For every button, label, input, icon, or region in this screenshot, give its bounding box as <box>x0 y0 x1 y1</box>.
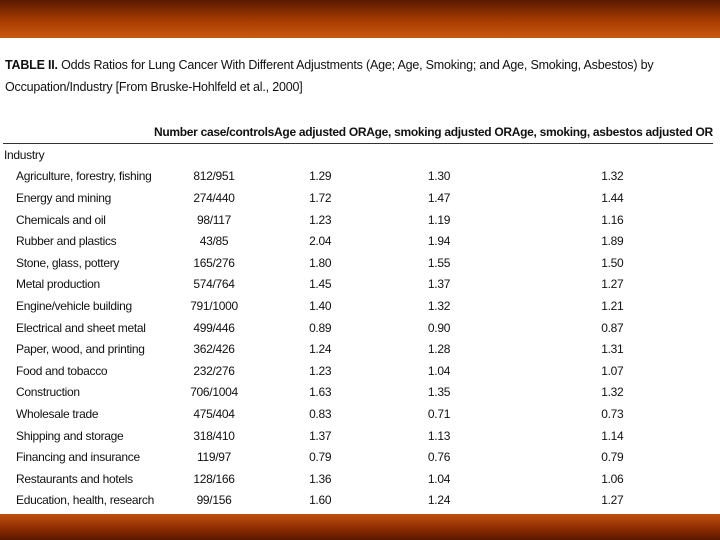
industry-cell: Paper, wood, and printing <box>16 342 145 357</box>
age-smoking-or-cell: 0.76 <box>427 450 451 465</box>
table-row <box>3 425 713 447</box>
age-smoking-asbestos-or-cell: 1.16 <box>601 212 624 227</box>
industry-cell: Stone, glass, pottery <box>16 255 120 270</box>
table-row <box>3 209 713 231</box>
table-row <box>3 252 713 274</box>
age-or-cell: 0.79 <box>309 450 332 465</box>
table-caption <box>5 54 715 98</box>
header-cases: Number case/controls <box>154 120 274 144</box>
industry-cell: Engine/vehicle building <box>16 298 132 313</box>
caption-label: TABLE II. <box>5 58 58 72</box>
table-row <box>3 274 713 296</box>
table-header-row <box>3 120 713 144</box>
age-smoking-asbestos-or-cell: 0.87 <box>601 320 624 335</box>
age-or-cell: 1.45 <box>309 277 332 292</box>
table-row <box>3 166 713 188</box>
age-smoking-asbestos-or-cell: 1.27 <box>601 277 624 292</box>
industry-cell: Energy and mining <box>16 190 111 205</box>
age-or-cell: 1.60 <box>309 493 332 508</box>
industry-cell: Shipping and storage <box>16 428 124 443</box>
age-or-cell: 1.24 <box>309 342 332 357</box>
age-smoking-or-cell: 1.28 <box>427 342 451 357</box>
age-smoking-or-cell: 1.37 <box>427 277 451 292</box>
cases-cell: 274/440 <box>193 190 235 205</box>
cases-cell: 499/446 <box>193 320 235 335</box>
table-row <box>3 338 713 360</box>
table-row <box>3 490 713 512</box>
age-or-cell: 1.72 <box>309 190 332 205</box>
age-smoking-or-cell: 1.04 <box>427 363 451 378</box>
age-smoking-asbestos-or-cell: 1.32 <box>601 385 624 400</box>
age-or-cell: 1.23 <box>309 212 332 227</box>
cases-cell: 574/764 <box>193 277 235 292</box>
age-smoking-asbestos-or-cell: 1.50 <box>601 255 624 270</box>
header-industry <box>3 120 154 144</box>
age-smoking-asbestos-or-cell: 1.32 <box>601 169 624 184</box>
cases-cell: 318/410 <box>193 428 235 443</box>
cases-cell: 475/404 <box>193 406 235 421</box>
age-smoking-or-cell: 1.24 <box>427 493 451 508</box>
age-smoking-asbestos-or-cell: 1.27 <box>601 493 624 508</box>
age-or-cell: 1.29 <box>309 169 332 184</box>
industry-cell: Electrical and sheet metal <box>16 320 146 335</box>
age-or-cell: 1.63 <box>309 385 332 400</box>
cases-cell: 706/1004 <box>190 385 238 400</box>
caption-text: Odds Ratios for Lung Cancer With Different Adjustments (Age; Age, Smoking; and Age, Smoking, Asbestos) by Occupation/Industry [From Bruske-Hohlfeld et al., 2000] <box>5 58 654 94</box>
cases-cell: 165/276 <box>193 255 235 270</box>
table-row <box>3 230 713 252</box>
table-row <box>3 468 713 490</box>
odds-ratio-table <box>3 120 713 511</box>
header-age-smoking-or: Age, smoking adjusted OR <box>366 120 512 144</box>
cases-cell: 119/97 <box>197 450 232 465</box>
industry-cell: Restaurants and hotels <box>16 471 133 486</box>
group-label: Industry <box>4 147 45 162</box>
age-smoking-asbestos-or-cell: 0.79 <box>601 450 624 465</box>
age-or-cell: 1.36 <box>309 471 332 486</box>
age-smoking-asbestos-or-cell: 0.73 <box>601 406 624 421</box>
cases-cell: 98/117 <box>197 212 232 227</box>
age-smoking-asbestos-or-cell: 1.07 <box>601 363 624 378</box>
table-row <box>3 360 713 382</box>
cases-cell: 99/156 <box>196 493 232 508</box>
age-smoking-asbestos-or-cell: 1.89 <box>601 234 624 249</box>
age-smoking-or-cell: 1.94 <box>427 234 451 249</box>
table-row <box>3 446 713 468</box>
top-decorative-band <box>0 0 720 38</box>
age-smoking-or-cell: 1.32 <box>427 298 451 313</box>
age-smoking-or-cell: 0.90 <box>427 320 451 335</box>
age-smoking-or-cell: 1.30 <box>427 169 451 184</box>
age-smoking-or-cell: 1.55 <box>427 255 451 270</box>
industry-cell: Food and tobacco <box>16 363 108 378</box>
industry-cell: Construction <box>16 385 80 400</box>
cases-cell: 43/85 <box>199 234 229 249</box>
header-age-or: Age adjusted OR <box>274 120 366 144</box>
table-row <box>3 382 713 404</box>
bottom-decorative-band <box>0 514 720 540</box>
cases-cell: 232/276 <box>193 363 235 378</box>
age-smoking-asbestos-or-cell: 1.21 <box>601 298 624 313</box>
age-or-cell: 0.83 <box>309 406 332 421</box>
cases-cell: 128/166 <box>193 471 235 486</box>
header-age-smoking-asbestos-or: Age, smoking, asbestos adjusted OR <box>512 120 713 144</box>
cases-cell: 791/1000 <box>190 298 238 313</box>
age-smoking-or-cell: 1.13 <box>427 428 451 443</box>
age-smoking-asbestos-or-cell: 1.14 <box>601 428 624 443</box>
group-row <box>3 144 713 166</box>
industry-cell: Agriculture, forestry, fishing <box>16 169 152 184</box>
industry-cell: Financing and insurance <box>16 450 140 465</box>
age-smoking-or-cell: 1.47 <box>427 190 451 205</box>
age-or-cell: 1.40 <box>309 298 332 313</box>
age-or-cell: 1.37 <box>309 428 332 443</box>
industry-cell: Wholesale trade <box>16 406 99 421</box>
cases-cell: 812/951 <box>193 169 235 184</box>
industry-cell: Rubber and plastics <box>16 234 117 249</box>
age-smoking-or-cell: 1.04 <box>427 471 451 486</box>
table-row <box>3 403 713 425</box>
table-row <box>3 317 713 339</box>
age-smoking-asbestos-or-cell: 1.44 <box>601 190 624 205</box>
industry-cell: Education, health, research <box>16 493 154 508</box>
age-or-cell: 1.23 <box>309 363 332 378</box>
table-row <box>3 187 713 209</box>
age-or-cell: 1.80 <box>309 255 332 270</box>
age-smoking-or-cell: 1.35 <box>427 385 451 400</box>
age-smoking-or-cell: 0.71 <box>427 406 451 421</box>
age-smoking-asbestos-or-cell: 1.31 <box>601 342 624 357</box>
cases-cell: 362/426 <box>193 342 235 357</box>
age-smoking-or-cell: 1.19 <box>427 212 451 227</box>
table-row <box>3 295 713 317</box>
age-smoking-asbestos-or-cell: 1.06 <box>601 471 624 486</box>
industry-cell: Chemicals and oil <box>16 212 106 227</box>
industry-cell: Metal production <box>16 277 100 292</box>
age-or-cell: 2.04 <box>309 234 332 249</box>
age-or-cell: 0.89 <box>309 320 332 335</box>
